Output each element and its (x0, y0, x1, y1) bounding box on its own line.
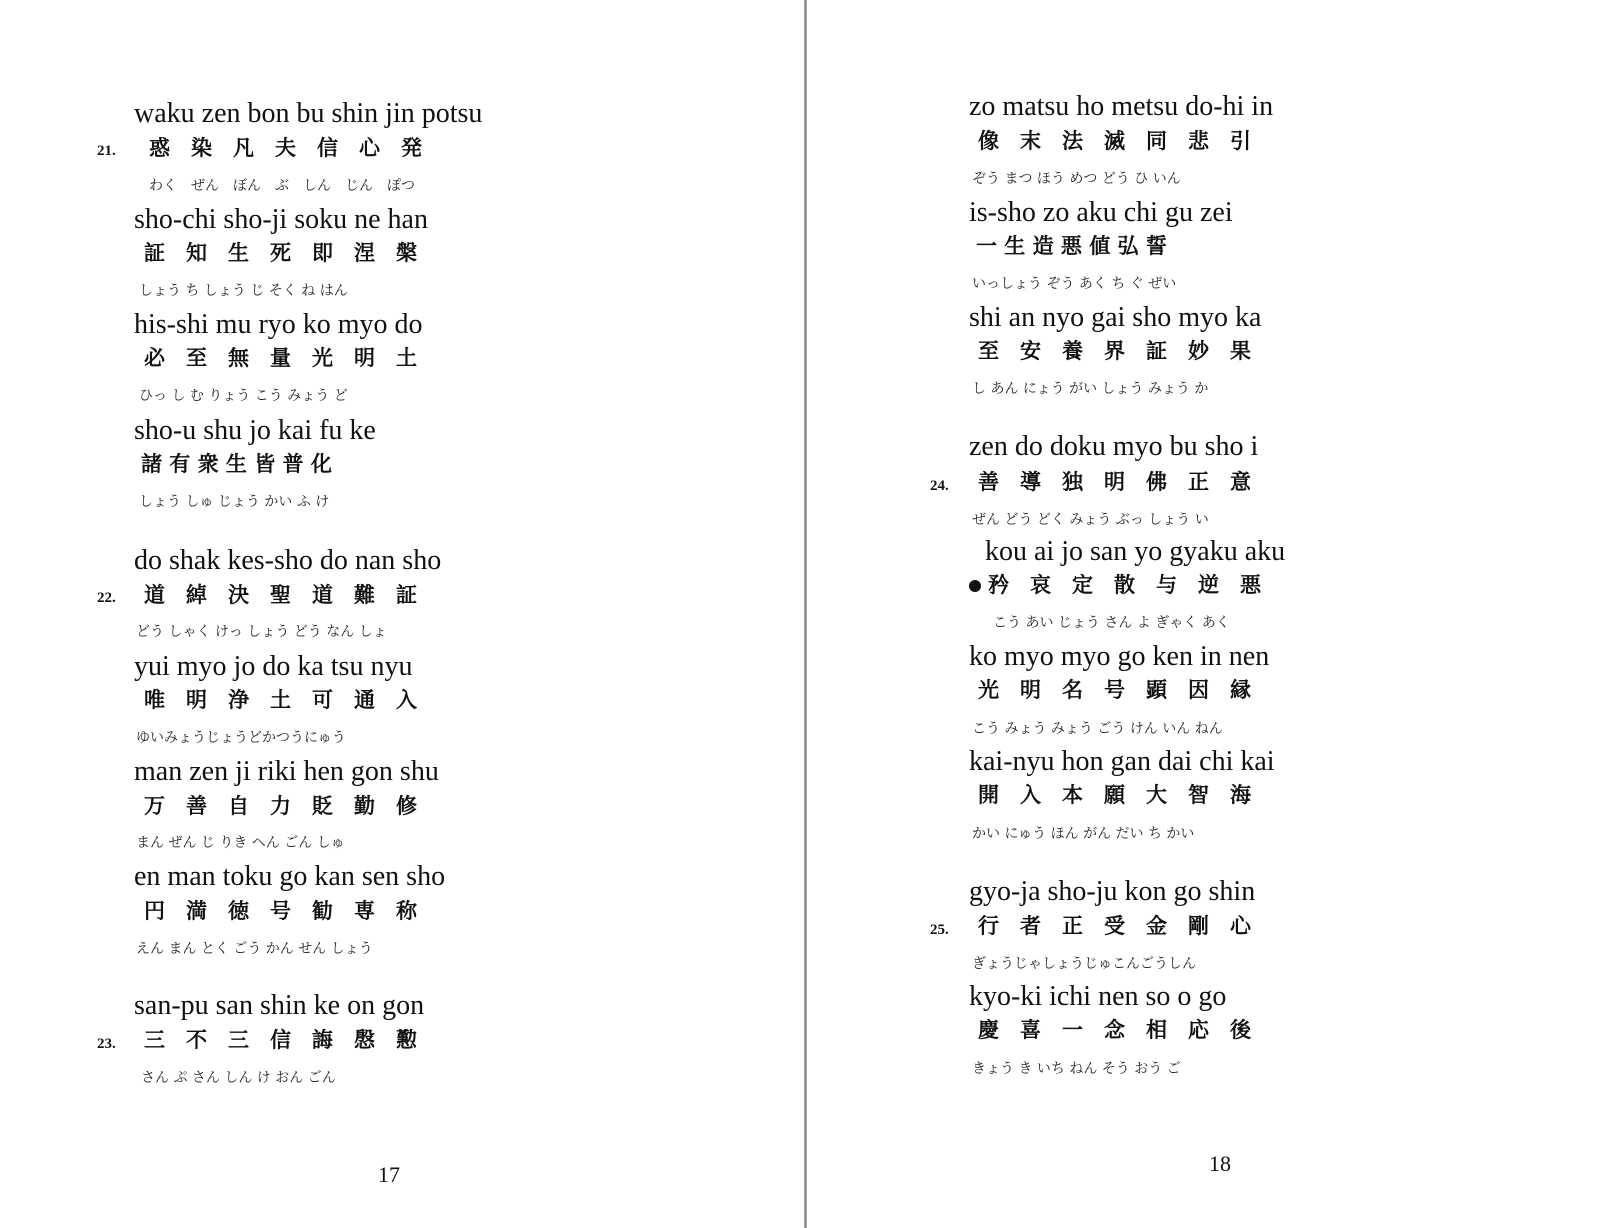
kana-line: ぜん どう どく みょう ぶっ しょう い (972, 512, 1209, 528)
kanji-line: 円 満 徳 号 勧 専 称 (144, 898, 417, 923)
right-page (807, 0, 1600, 1228)
kana-line: しょう ち しょう じ そく ね はん (139, 283, 348, 299)
kanji-line: 必 至 無 量 光 明 土 (144, 345, 417, 370)
kanji-line: 矜 哀 定 散 与 逆 悪 (988, 572, 1261, 597)
kanji-line: 惑 染 凡 夫 信 心 発 (149, 135, 422, 160)
kanji-line: 慶 喜 一 念 相 応 後 (978, 1017, 1251, 1042)
kanji-line: 一 生 造 悪 値 弘 誓 (976, 233, 1167, 258)
verse-number: 25. (930, 922, 949, 938)
romaji-line: ko myo myo go ken in nen (969, 641, 1270, 672)
kana-line: しょう しゅ じょう かい ふ け (139, 494, 330, 510)
romaji-line: sho-chi sho-ji soku ne han (134, 204, 428, 235)
romaji-line: zen do doku myo bu sho i (969, 431, 1259, 462)
kanji-line: 万 善 自 力 貶 勤 修 (144, 793, 417, 818)
kana-line: こう あい じょう さん よ ぎゃく あく (993, 615, 1230, 631)
kanji-line: 像 末 法 滅 同 悲 引 (978, 128, 1251, 153)
kana-line: かい にゅう ほん がん だい ち かい (972, 826, 1195, 842)
kanji-line: 善 導 独 明 佛 正 意 (978, 469, 1251, 494)
romaji-line: do shak kes-sho do nan sho (134, 545, 442, 576)
kana-line: わく ぜん ぼん ぶ しん じん ぽつ (149, 178, 415, 194)
kanji-line: 証 知 生 死 即 涅 槃 (144, 240, 417, 265)
kanji-line: 唯 明 浄 土 可 通 入 (144, 687, 417, 712)
romaji-line: san-pu san shin ke on gon (134, 990, 425, 1021)
kanji-line: 至 安 養 界 証 妙 果 (978, 338, 1251, 363)
romaji-line: en man toku go kan sen sho (134, 861, 446, 892)
romaji-line: kyo-ki ichi nen so o go (969, 981, 1227, 1012)
kanji-line: 道 綽 決 聖 道 難 証 (144, 582, 417, 607)
kana-line: まん ぜん じ りき へん ごん しゅ (136, 835, 345, 851)
romaji-line: kou ai jo san yo gyaku aku (985, 536, 1286, 567)
kanji-line: 三 不 三 信 誨 慇 懃 (144, 1027, 417, 1052)
romaji-line: gyo-ja sho-ju kon go shin (969, 876, 1256, 907)
kanji-line: 諸 有 衆 生 皆 普 化 (141, 451, 332, 476)
kana-line: さん ぷ さん しん け おん ごん (141, 1070, 336, 1086)
romaji-line: yui myo jo do ka tsu nyu (134, 651, 413, 682)
kanji-line: 光 明 名 号 顕 因 縁 (978, 677, 1251, 702)
kana-line: ぞう まつ ほう めつ どう ひ いん (972, 171, 1181, 187)
romaji-line: shi an nyo gai sho myo ka (969, 302, 1262, 333)
romaji-line: his-shi mu ryo ko myo do (134, 309, 423, 340)
verse-number: 23. (97, 1036, 116, 1052)
kana-line: いっしょう ぞう あく ち ぐ ぜい (972, 276, 1177, 292)
romaji-line: man zen ji riki hen gon shu (134, 756, 439, 787)
verse-number: 24. (930, 478, 949, 494)
kana-line: こう みょう みょう ごう けん いん ねん (972, 721, 1223, 737)
kana-line: きょう き いち ねん そう おう ご (972, 1061, 1181, 1077)
romaji-line: zo matsu ho metsu do-hi in (969, 91, 1274, 122)
kana-line: どう しゃく けっ しょう どう なん しょ (136, 624, 387, 640)
kana-line: ひっ し む りょう こう みょう ど (139, 388, 348, 404)
kana-line: えん まん とく ごう かん せん しょう (136, 941, 373, 957)
kanji-line: 行 者 正 受 金 剛 心 (978, 913, 1251, 938)
verse-number: 21. (97, 143, 116, 159)
page-number: 18 (1209, 1151, 1231, 1176)
kanji-line: 開 入 本 願 大 智 海 (978, 782, 1251, 807)
kana-line: ゆいみょうじょうどかつうにゅう (136, 730, 346, 746)
romaji-line: kai-nyu hon gan dai chi kai (969, 746, 1275, 777)
kana-line: ぎょうじゃしょうじゅこんごうしん (972, 956, 1196, 972)
romaji-line: waku zen bon bu shin jin potsu (134, 98, 483, 129)
page-number: 17 (378, 1162, 400, 1187)
kana-line: し あん にょう がい しょう みょう か (972, 381, 1209, 397)
verse-number: 22. (97, 590, 116, 606)
romaji-line: sho-u shu jo kai fu ke (134, 415, 376, 446)
romaji-line: is-sho zo aku chi gu zei (969, 197, 1233, 228)
bullet-marker (969, 580, 981, 592)
